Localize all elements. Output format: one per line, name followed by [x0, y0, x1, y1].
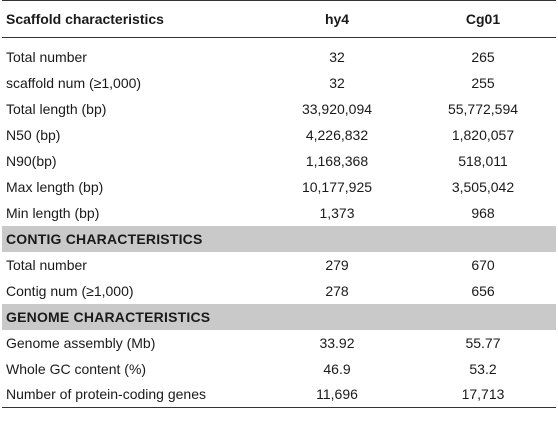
cg01-value: 670 [471, 256, 495, 273]
cg01-value: 968 [471, 204, 495, 221]
row-label: Number of protein-coding genes [2, 382, 264, 408]
hy4-value: 4,226,832 [305, 126, 369, 143]
cg01-value: 265 [471, 48, 495, 65]
hy4-value: 32 [329, 48, 345, 65]
data-table [2, 0, 556, 408]
section-title: CONTIG CHARACTERISTICS [2, 226, 556, 252]
hy4-value: 10,177,925 [301, 178, 373, 195]
hy4-value: 279 [325, 256, 349, 273]
cg01-value: 3,505,042 [451, 178, 515, 195]
row-label: Total length (bp) [6, 100, 107, 117]
table-row [2, 330, 556, 356]
hy4-value: 1,373 [319, 204, 355, 221]
table-row [2, 70, 556, 96]
hy4-value: 278 [325, 282, 349, 299]
header-cg01: Cg01 [410, 1, 556, 38]
row-label: Max length (bp) [6, 178, 104, 195]
table-row [2, 96, 556, 122]
row-label: Genome assembly (Mb) [6, 334, 156, 351]
hy4-value: 33.92 [319, 334, 355, 351]
cg01-value: 656 [471, 282, 495, 299]
row-label: Contig num (≥1,000) [6, 282, 134, 299]
row-label: N90(bp) [6, 152, 57, 169]
cg01-value: 55.77 [465, 334, 501, 351]
cg01-value: 255 [471, 74, 495, 91]
hy4-value: 46.9 [323, 360, 351, 377]
header-hy4: hy4 [264, 1, 410, 38]
table-row [2, 148, 556, 174]
hy4-value: 11,696 [264, 382, 410, 408]
row-label: Total number [6, 48, 87, 65]
table-row [2, 382, 556, 408]
cg01-value: 1,820,057 [451, 126, 515, 143]
hy4-value: 33,920,094 [301, 100, 373, 117]
table-row [2, 122, 556, 148]
table-row [2, 200, 556, 226]
hy4-value: 1,168,368 [305, 152, 369, 169]
table-body [2, 38, 556, 408]
section-header-genome [2, 304, 556, 330]
row-label: Total number [6, 256, 87, 273]
row-label: N50 (bp) [6, 126, 61, 143]
header-scaffold-characteristics: Scaffold characteristics [2, 1, 264, 38]
section-title: GENOME CHARACTERISTICS [2, 304, 556, 330]
section-header-contig [2, 226, 556, 252]
cg01-value: 53.2 [469, 360, 497, 377]
table-row [2, 356, 556, 382]
table-row [2, 278, 556, 304]
row-label: Whole GC content (%) [6, 360, 147, 377]
table-header [2, 1, 556, 38]
table-row [2, 174, 556, 200]
hy4-value: 32 [329, 74, 345, 91]
table-row [2, 44, 556, 70]
characteristics-table [2, 0, 556, 408]
header-row [2, 1, 556, 38]
row-label: scaffold num (≥1,000) [6, 74, 142, 91]
table-row [2, 252, 556, 278]
row-label: Min length (bp) [6, 204, 100, 221]
cg01-value: 55,772,594 [447, 100, 519, 117]
cg01-value: 17,713 [410, 382, 556, 408]
cg01-value: 518,011 [458, 152, 508, 169]
